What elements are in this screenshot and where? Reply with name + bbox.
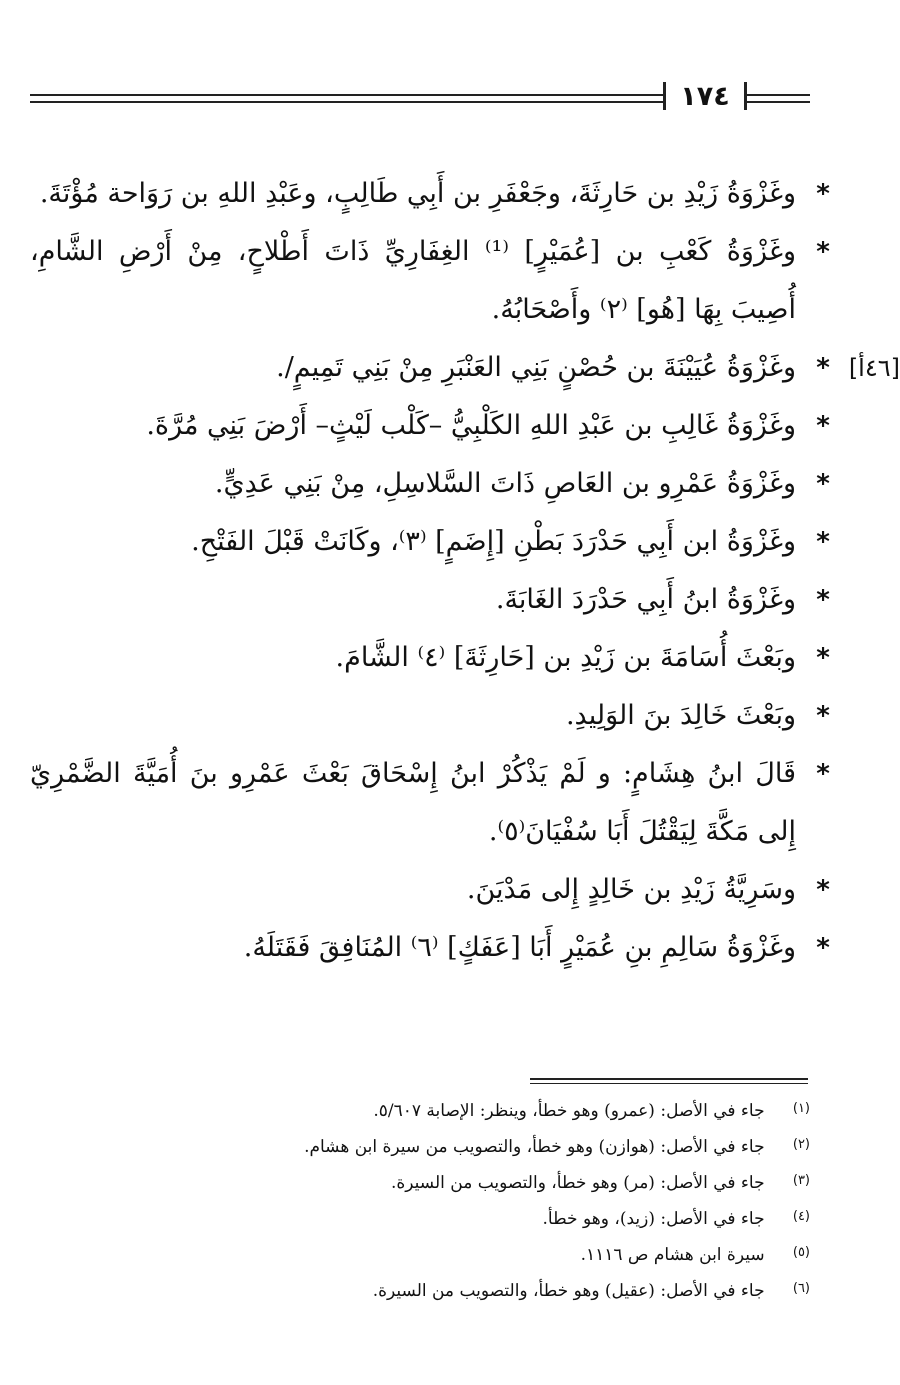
- bullet-star: *: [816, 527, 830, 557]
- footnote-text: جاء في الأصل: (هوازن) وهو خطأ، والتصويب من سيرة ابن هشام.: [304, 1137, 765, 1157]
- entry: [30, 223, 840, 339]
- footnote-text: جاء في الأصل: (عمرو) وهو خطأ، وينظر: الإصابة ٥/٦٠٧.: [373, 1101, 765, 1121]
- main-text: [30, 165, 900, 977]
- footnote-text: جاء في الأصل: (عقيل) وهو خطأ، والتصويب من السيرة.: [372, 1281, 765, 1301]
- entry: [30, 745, 840, 861]
- header-bar-left: [663, 82, 666, 110]
- footnote: [40, 1272, 810, 1308]
- entry: [30, 861, 840, 919]
- entry: [30, 397, 840, 455]
- entry-text: وغَزْوَةُ ابنُ أَبِي حَدْرَدَ الغَابَةَ.: [495, 584, 796, 615]
- manuscript-folio-marker: [٤٦أ]: [848, 354, 900, 382]
- bullet-star: *: [816, 933, 830, 963]
- entry: [30, 919, 840, 977]
- footnote-number: (٣): [792, 1173, 810, 1188]
- footnote: [40, 1092, 810, 1128]
- bullet-star: *: [816, 875, 830, 905]
- bullet-star: *: [816, 179, 830, 209]
- footnote-number: (١): [792, 1101, 810, 1116]
- entry: [30, 339, 900, 397]
- footnote-text: سيرة ابن هشام ص ١١١٦.: [580, 1245, 765, 1265]
- bullet-star: *: [816, 701, 830, 731]
- entry: [30, 455, 840, 513]
- entry-text: وغَزْوَةُ عُيَيْنَةَ بن حُصْنٍ بَنِي العَنْبَرِ مِنْ بَنِي تَمِيمٍ/.: [276, 352, 796, 383]
- entry-text: وسَرِيَّةُ زَيْدِ بن خَالِدٍ إِلى مَدْيَنَ.: [466, 874, 796, 905]
- entry-text: وبَعْثَ أُسَامَةَ بن زَيْدِ بن [حَارِثَةَ] ⁽٤⁾ الشَّامَ.: [335, 642, 796, 673]
- footnote-number: (٢): [792, 1137, 810, 1152]
- bullet-star: *: [816, 353, 830, 383]
- entry-text: وغَزْوَةُ كَعْبِ بن [عُمَيْرٍ] ⁽¹⁾ الغِفَارِيِّ ذَاتَ أَطْلاحٍ، مِنْ أَرْضِ الشَّامِ، أُصِيبَ بِهَا [هُو] ⁽٢⁾ وأَصْحَابُهُ.: [30, 236, 797, 325]
- entry: [30, 687, 840, 745]
- bullet-star: *: [816, 643, 830, 673]
- footnote: [40, 1164, 810, 1200]
- entry: [30, 571, 840, 629]
- footnote: [40, 1236, 810, 1272]
- header-rule-left: [30, 94, 663, 103]
- page-number: ١٧٤: [680, 81, 730, 112]
- bullet-star: *: [816, 411, 830, 441]
- bullet-star: *: [816, 585, 830, 615]
- entry-text: وغَزْوَةُ ابن أَبِي حَدْرَدَ بَطْنِ [إِضَمٍ] ⁽٣⁾، وكَانَتْ قَبْلَ الفَتْحِ.: [191, 526, 796, 557]
- footnote-text: جاء في الأصل: (مر) وهو خطأ، والتصويب من السيرة.: [390, 1173, 765, 1193]
- bullet-star: *: [816, 759, 830, 789]
- footnote: [40, 1200, 810, 1236]
- entry-text: وغَزْوَةُ سَالِمِ بنِ عُمَيْرٍ أَبَا [عَفَكٍ] ⁽٦⁾ المُنَافِقَ فَقَتَلَهُ.: [243, 932, 796, 963]
- bullet-star: *: [816, 469, 830, 499]
- header-rule-right: [747, 94, 810, 103]
- footnote-number: (٤): [792, 1209, 810, 1224]
- entry-text: قَالَ ابنُ هِشَامٍ: و لَمْ يَذْكُرْ ابنُ إِسْحَاقَ بَعْثَ عَمْرِو بنَ أُمَيَّةَ الضَّمْرِيّ إِلى مَكَّةَ لِيَقْتُلَ أَبَا سُفْيَانَ⁽٥⁾.: [30, 758, 796, 847]
- page-header: [30, 80, 810, 120]
- entry-text: وغَزْوَةُ عَمْرِو بن العَاصِ ذَاتَ السَّلاسِلِ، مِنْ بَنِي عَدِيٍّ.: [214, 468, 796, 499]
- footnotes: [40, 1092, 810, 1308]
- entry-text: وغَزْوَةُ زَيْدِ بن حَارِثَةَ، وجَعْفَرِ بن أَبِي طَالِبٍ، وعَبْدِ اللهِ بن رَوَاحة مُؤْتَةَ.: [39, 178, 796, 209]
- entry-text: وغَزْوَةُ غَالِبِ بن عَبْدِ اللهِ الكَلْبِيُّ –كَلْب لَيْثٍ– أَرْضَ بَنِي مُرَّةَ.: [146, 410, 796, 441]
- entry: [30, 513, 840, 571]
- bullet-star: *: [816, 237, 830, 267]
- footnote-number: (٦): [792, 1281, 810, 1296]
- footnote: [40, 1128, 810, 1164]
- entry: [30, 165, 840, 223]
- footnote-separator: [530, 1078, 808, 1084]
- footnote-number: (٥): [792, 1245, 810, 1260]
- footnote-text: جاء في الأصل: (زيد)، وهو خطأ.: [542, 1209, 765, 1229]
- entry: [30, 629, 840, 687]
- entry-text: وبَعْثَ خَالِدَ بنَ الوَلِيدِ.: [565, 700, 796, 731]
